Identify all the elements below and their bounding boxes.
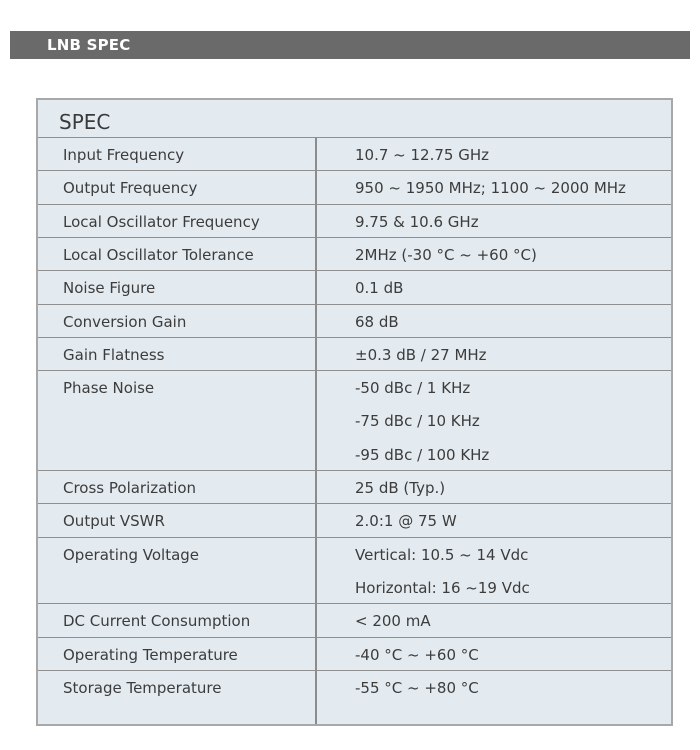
spec-value: ±0.3 dB / 27 MHz xyxy=(355,345,487,364)
spec-value: -95 dBc / 100 KHz xyxy=(355,445,490,464)
spec-value: 10.7 ~ 12.75 GHz xyxy=(355,146,489,164)
row-divider xyxy=(38,270,671,271)
spec-label: Operating Temperature xyxy=(63,645,238,664)
spec-value: 0.1 dB xyxy=(355,279,404,298)
spec-value: 2.0:1 @ 75 W xyxy=(355,512,457,531)
spec-label: Output Frequency xyxy=(63,179,198,198)
row-divider xyxy=(38,337,671,338)
title-banner xyxy=(10,31,690,59)
spec-label: Storage Temperature xyxy=(63,678,222,697)
spec-label: Gain Flatness xyxy=(63,345,165,364)
spec-label: DC Current Consumption xyxy=(63,612,251,631)
spec-label: Phase Noise xyxy=(63,379,155,398)
spec-value: 68 dB xyxy=(355,312,399,331)
spec-value: 2MHz (-30 °C ~ +60 °C) xyxy=(355,245,537,264)
spec-value: 9.75 & 10.6 GHz xyxy=(355,212,479,231)
row-divider xyxy=(38,603,671,604)
spec-label: Conversion Gain xyxy=(63,312,187,331)
row-divider xyxy=(38,470,671,471)
spec-table xyxy=(36,98,673,726)
row-divider xyxy=(38,503,671,504)
spec-value: -50 dBc / 1 KHz xyxy=(355,379,471,398)
spec-label: Output VSWR xyxy=(63,512,165,531)
spec-value: -55 °C ~ +80 °C xyxy=(355,678,479,697)
spec-value: Horizontal: 16 ~19 Vdc xyxy=(355,578,530,597)
spec-value: 25 dB (Typ.) xyxy=(355,479,446,497)
spec-label: Operating Voltage xyxy=(63,545,200,564)
row-divider xyxy=(38,137,671,138)
row-divider xyxy=(38,670,671,671)
row-divider xyxy=(38,170,671,171)
spec-label: Local Oscillator Tolerance xyxy=(63,245,254,264)
spec-value: -75 dBc / 10 KHz xyxy=(355,412,480,431)
spec-value: Vertical: 10.5 ~ 14 Vdc xyxy=(355,545,529,564)
row-divider xyxy=(38,537,671,538)
spec-value: 950 ~ 1950 MHz; 1100 ~ 2000 MHz xyxy=(355,179,626,198)
spec-label: Input Frequency xyxy=(63,146,185,164)
row-divider xyxy=(38,204,671,205)
spec-label: Noise Figure xyxy=(63,279,156,298)
page-title: LNB SPEC xyxy=(47,36,131,54)
spec-heading: SPEC xyxy=(59,110,111,134)
row-divider xyxy=(38,304,671,305)
spec-value: -40 °C ~ +60 °C xyxy=(355,645,479,664)
row-divider xyxy=(38,237,671,238)
spec-value: < 200 mA xyxy=(355,612,431,631)
row-divider xyxy=(38,370,671,371)
spec-label: Cross Polarization xyxy=(63,479,197,497)
row-divider xyxy=(38,637,671,638)
spec-label: Local Oscillator Frequency xyxy=(63,212,260,231)
